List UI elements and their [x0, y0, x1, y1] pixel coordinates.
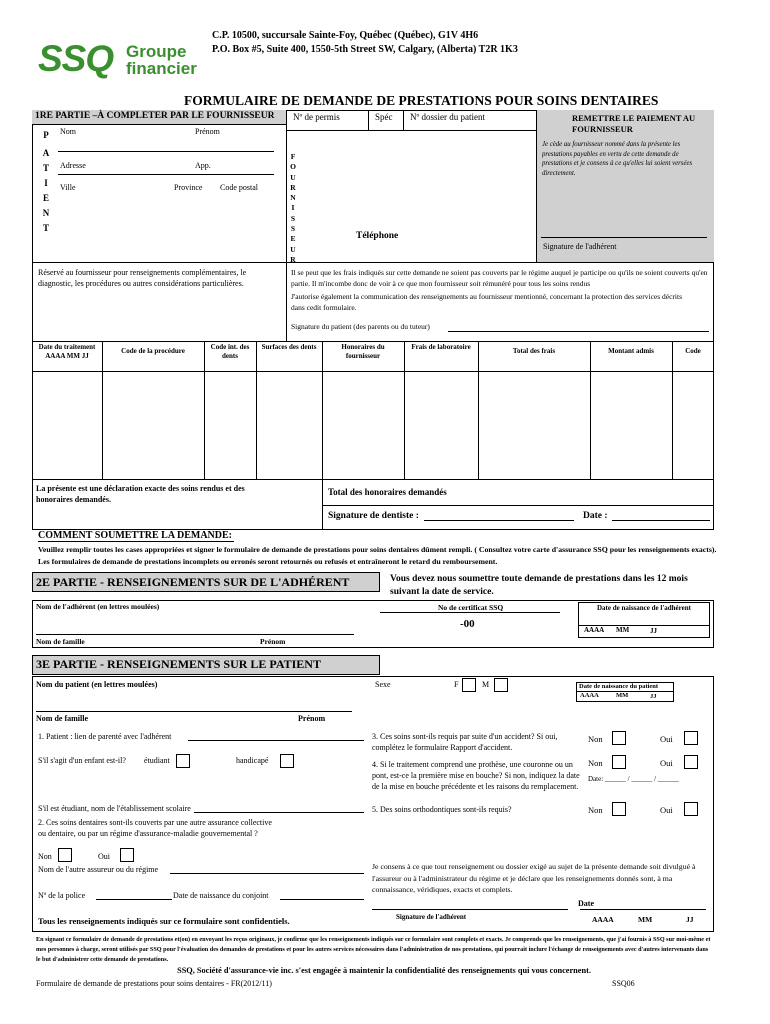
f-label: F — [454, 680, 459, 689]
q4-oui-checkbox[interactable] — [684, 755, 698, 769]
patient-letter: E — [42, 193, 49, 203]
legal-text: En signant ce formulaire de demande de prestations et(ou) en envoyant les reçus originaux, je confirme que les renseignements indiqués sur ce formulaire sont complets et exacts. Je comprends que les renseignements, que j'ai fournis à SSQ sur moi-même et mes personnes à charge, seront utilisés par SSQ pour l'évaluation des demandes de prestations et pour les autres services nécessaires dans l'administration de nos prestations, qui pourrait inclure l'échange de renseignements avec d'autres intervenants dans le but d'administrer cette demande de prestations. — [36, 936, 711, 963]
dossier-label: Nº dossier du patient — [410, 112, 486, 122]
mm-label: MM — [616, 626, 630, 634]
divider — [322, 505, 714, 506]
lien-parente-field[interactable] — [188, 740, 364, 741]
sexe-m-checkbox[interactable] — [494, 678, 508, 692]
signature-adherent-label: Signature de l'adhérent — [396, 913, 467, 921]
patient-letter: N — [42, 208, 50, 218]
handicape-label: handicapé — [236, 756, 269, 765]
fournisseur-letter: U — [290, 172, 296, 182]
signature-adherent-field[interactable] — [372, 909, 568, 910]
confidentiality-text: SSQ, Société d'assurance-vie inc. s'est engagée à maintenir la confidentialité des renseignements qui vous concernent. — [177, 966, 591, 975]
column-header-frais-labo: Frais de laboratoire — [411, 343, 471, 351]
part3-header: 3E PARTIE - RENSEIGNEMENTS SUR LE PATIENT — [36, 657, 321, 671]
q2-oui-checkbox[interactable] — [120, 848, 134, 862]
signature-adherent-remettre-label: Signature de l'adhérent — [543, 242, 617, 251]
ssq-logo — [38, 40, 198, 80]
q3-label: 3. Ces soins sont-ils requis par suite d'un accident? Si oui, complétez le formulaire Rapport d'accident. — [372, 732, 558, 752]
column-header-code-dents: Code int. des dents — [210, 343, 250, 360]
police-label: Nº de la police — [38, 891, 86, 900]
divider — [672, 341, 673, 479]
delay-text-1: Vous devez nous soumettre toute demande de prestations dans les 12 mois — [390, 574, 688, 584]
declaration-text: La présente est une déclaration exacte des soins rendus et des honoraires demandés. — [36, 484, 245, 504]
column-header-code-procedure: Code de la procédure — [121, 347, 185, 355]
comment-text: Veuillez remplir toutes les cases appropriées et signer le formulaire de demande de prestations pour soins dentaires dûment rempli. ( Consultez votre carte d'assurance SSQ pour les renseignements exacts). Les formulaires de demande de prestations incomplets ou erronés seront retournés ou refusés et entraîneront le retard du remboursement. — [38, 545, 717, 566]
q2-label: 2. Ces soins dentaires sont-ils couverts par une autre assurance collective ou dentaire, ou par un régime d'assurance-maladie gouvernemental ? — [38, 818, 272, 838]
enfant-label: S'il s'agit d'un enfant est-il? — [38, 756, 126, 765]
signature-dentiste-field[interactable] — [424, 520, 574, 521]
column-header-total: Total des frais — [512, 347, 556, 355]
autre-assureur-label: Nom de l'autre assureur ou du régime — [38, 865, 159, 874]
nom-patient-label: Nom du patient (en lettres moulées) — [36, 680, 158, 689]
date-dentiste-label: Date : — [583, 511, 608, 521]
part1-header: 1RE PARTIE –À COMPLETER PAR LE FOURNISSEUR — [35, 111, 275, 121]
q4-label: 4. Si le traitement comprend une prothèse, une couronne ou un pont, est-ce la première mise en bouche? Si non, indiquez la date de la mise en bouche précédente et les raisons du remplacement. — [372, 760, 580, 791]
fournisseur-letter: S — [290, 213, 296, 223]
q2-non-checkbox[interactable] — [58, 848, 72, 862]
patient-letter: T — [42, 163, 49, 173]
consent-text-1: Il se peut que les frais indiqués sur cette demande ne soient pas couverts par le régime auquel je participe ou qu'ils ne soient couverts qu'en partie. Il m'incombe donc de voir à ce que mon fournisseur soit rémunéré pour tous les soins rendus — [291, 268, 708, 288]
fournisseur-letter: R — [290, 254, 296, 264]
q3-non-label: Non — [588, 734, 603, 744]
fournisseur-letter: I — [291, 203, 295, 213]
patient-letter: P — [43, 130, 49, 140]
etablissement-field[interactable] — [194, 812, 364, 813]
divider — [256, 341, 257, 479]
comment-title: COMMENT SOUMETTRE LA DEMANDE: — [38, 530, 232, 541]
q4-date-label[interactable]: Date: ______ / ______ / ______ — [588, 775, 679, 783]
adherent-aaaa-label: AAAA — [592, 915, 614, 924]
date-naissance-patient-label: Date de naissance du patient — [579, 683, 659, 690]
certificat-underline — [380, 612, 560, 613]
nom-famille-adherent-field[interactable] — [36, 634, 354, 635]
divider — [286, 262, 287, 341]
fournisseur-vertical-label — [288, 152, 298, 265]
remettre-title-1: REMETTRE LE PAIEMENT AU — [572, 113, 696, 123]
patient-nom-famille-label: Nom de famille — [36, 714, 88, 723]
column-header-code: Code — [685, 347, 701, 355]
nom-label: Nom — [60, 127, 76, 136]
patient-mm-label: MM — [616, 692, 629, 699]
fournisseur-letter: R — [290, 182, 296, 192]
patient-vertical-label — [40, 128, 52, 236]
divider — [32, 371, 714, 372]
patient-prenom-label: Prénom — [298, 714, 326, 723]
police-field[interactable] — [96, 899, 172, 900]
nom-patient-field[interactable] — [36, 711, 352, 712]
remettre-title-2: FOURNISSEUR — [572, 124, 633, 134]
spec-label: Spéc — [375, 112, 393, 122]
q2-oui-label: Oui — [98, 852, 110, 861]
header-address-2: P.O. Box #5, Suite 400, 1550-5th Street SW, Calgary, (Alberta) T2R 1K3 — [212, 44, 518, 55]
form-id: Formulaire de demande de prestations pour soins dentaires - FR(2012/11) — [36, 979, 272, 988]
confidentiels-label: Tous les renseignements indiqués sur ce formulaire sont confidentiels. — [38, 916, 290, 926]
certificat-value[interactable]: -00 — [460, 618, 475, 630]
patient-letter: A — [42, 148, 50, 158]
adresse-label: Adresse — [60, 161, 86, 170]
divider — [32, 341, 714, 342]
date-naissance-conjoint-field[interactable] — [280, 899, 364, 900]
signature-adherent-remettre-field[interactable] — [541, 237, 707, 238]
divider — [478, 341, 479, 479]
divider — [102, 341, 103, 479]
nom-famille-label: Nom de famille — [36, 637, 85, 646]
patient-letter: I — [44, 178, 48, 188]
province-label: Province — [174, 183, 203, 192]
handicape-checkbox[interactable] — [280, 754, 294, 768]
form-code: SSQ06 — [612, 979, 635, 988]
column-header-date: Date du traitement AAAA MM JJ — [38, 343, 96, 360]
q4-non-checkbox[interactable] — [612, 755, 626, 769]
reserve-text: Réservé au fournisseur pour renseignements complémentaires, le diagnostic, les procédures ou autres considérations particulières. — [38, 268, 247, 288]
patient-letter: T — [42, 223, 49, 233]
divider — [286, 130, 536, 131]
adherent-jj-label: JJ — [686, 915, 694, 924]
nom-field[interactable] — [58, 151, 274, 152]
fournisseur-letter: U — [290, 244, 296, 254]
divider — [32, 479, 714, 480]
q5-non-checkbox[interactable] — [612, 802, 626, 816]
patient-jj-label: JJ — [650, 693, 657, 700]
q2-non-label: Non — [38, 852, 52, 861]
date-naissance-adherent-label: Date de naissance de l'adhérent — [597, 604, 691, 612]
date-dentiste-field[interactable] — [612, 520, 710, 521]
app-label: App. — [195, 161, 211, 170]
prenom-adherent-label: Prénom — [260, 637, 286, 646]
etudiant-label: étudiant — [144, 756, 170, 765]
divider — [204, 341, 205, 479]
remettre-text: Je cède au fournisseur nommé dans la présente les prestations payables en vertu de cette demande de prestations et je consens à ce qu'elles lui soient versées directement. — [542, 141, 693, 177]
fournisseur-letter: N — [290, 193, 296, 203]
signature-patient-field[interactable] — [448, 331, 709, 332]
total-honoraires-label: Total des honoraires demandés — [328, 487, 447, 497]
etablissement-label: S'il est étudiant, nom de l'établissement scolaire — [38, 804, 191, 813]
divider — [368, 110, 369, 130]
jj-label: JJ — [650, 627, 657, 635]
sexe-f-checkbox[interactable] — [462, 678, 476, 692]
comment-title-underline — [38, 541, 234, 542]
logo-financier-text: financier — [126, 59, 197, 78]
permis-label: Nº de permis — [293, 112, 340, 122]
prenom-label: Prénom — [195, 127, 220, 136]
q1-label: 1. Patient : lien de parenté avec l'adhérent — [38, 732, 172, 741]
adherent-mm-label: MM — [638, 915, 653, 924]
code-postal-label: Code postal — [220, 183, 258, 192]
autre-assureur-field[interactable] — [170, 873, 364, 874]
column-header-surfaces: Surfaces des dents — [261, 343, 317, 351]
form-title: FORMULAIRE DE DEMANDE DE PRESTATIONS POUR SOINS DENTAIRES — [184, 93, 659, 108]
q5-non-label: Non — [588, 805, 603, 815]
q3-non-checkbox[interactable] — [612, 731, 626, 745]
date-adherent-label: Date — [578, 899, 594, 908]
signature-dentiste-label: Signature de dentiste : — [328, 511, 419, 521]
divider — [32, 262, 714, 263]
q4-non-label: Non — [588, 758, 603, 768]
q3-oui-label: Oui — [660, 734, 673, 744]
etudiant-checkbox[interactable] — [176, 754, 190, 768]
fournisseur-letter: F — [290, 152, 296, 161]
q3-oui-checkbox[interactable] — [684, 731, 698, 745]
certificat-label: No de certificat SSQ — [438, 603, 504, 612]
logo-ssq-text: SSQ — [38, 38, 114, 79]
date-naissance-conjoint-label: Date de naissance du conjoint — [173, 891, 269, 900]
adresse-field[interactable] — [58, 174, 274, 175]
divider — [403, 110, 404, 130]
header-address-1: C.P. 10500, succursale Sainte-Foy, Québec (Québec), G1V 4H6 — [212, 30, 479, 41]
divider — [590, 341, 591, 479]
aaaa-label: AAAA — [584, 626, 605, 634]
logo-groupe-text: Groupe — [126, 42, 187, 61]
ville-label: Ville — [60, 183, 76, 192]
fournisseur-letter: E — [290, 234, 296, 244]
signature-patient-label: Signature du patient (des parents ou du tuteur) — [291, 322, 430, 331]
divider — [404, 341, 405, 479]
column-header-montant: Montant admis — [608, 347, 654, 355]
m-label: M — [482, 680, 490, 689]
divider — [286, 110, 287, 262]
fournisseur-letter: S — [290, 224, 296, 234]
consent-declaration-text: Je consens à ce que tout renseignement ou dossier exigé au sujet de la présente demande soit divulgué à l'assureur ou à l'administrateur du régime et je déclare que les renseignements donnés sont, à ma connaissance, véridiques, exacts et complets. — [372, 862, 696, 894]
delay-text-2: suivant la date de service. — [390, 587, 494, 597]
column-header-honoraires: Honoraires du fournisseur — [341, 343, 385, 360]
consent-text-2: J'autorise également la communication des renseignements au fournisseur mentionné, concernant la protection des services décrits dans cedit formulaire. — [291, 292, 683, 312]
divider — [322, 341, 323, 479]
q5-oui-checkbox[interactable] — [684, 802, 698, 816]
fournisseur-letter: O — [290, 162, 296, 172]
date-adherent-field[interactable] — [580, 909, 706, 910]
q5-oui-label: Oui — [660, 805, 673, 815]
q5-label: 5. Des soins orthodontiques sont-ils requis? — [372, 805, 512, 814]
nom-adherent-label: Nom de l'adhérent (en lettres moulées) — [36, 602, 160, 611]
q4-oui-label: Oui — [660, 758, 673, 768]
sexe-label: Sexe — [375, 680, 391, 689]
part2-header: 2E PARTIE - RENSEIGNEMENTS SUR DE L'ADHÉRENT — [36, 575, 350, 589]
patient-aaaa-label: AAAA — [580, 692, 599, 699]
telephone-label: Téléphone — [356, 231, 399, 241]
